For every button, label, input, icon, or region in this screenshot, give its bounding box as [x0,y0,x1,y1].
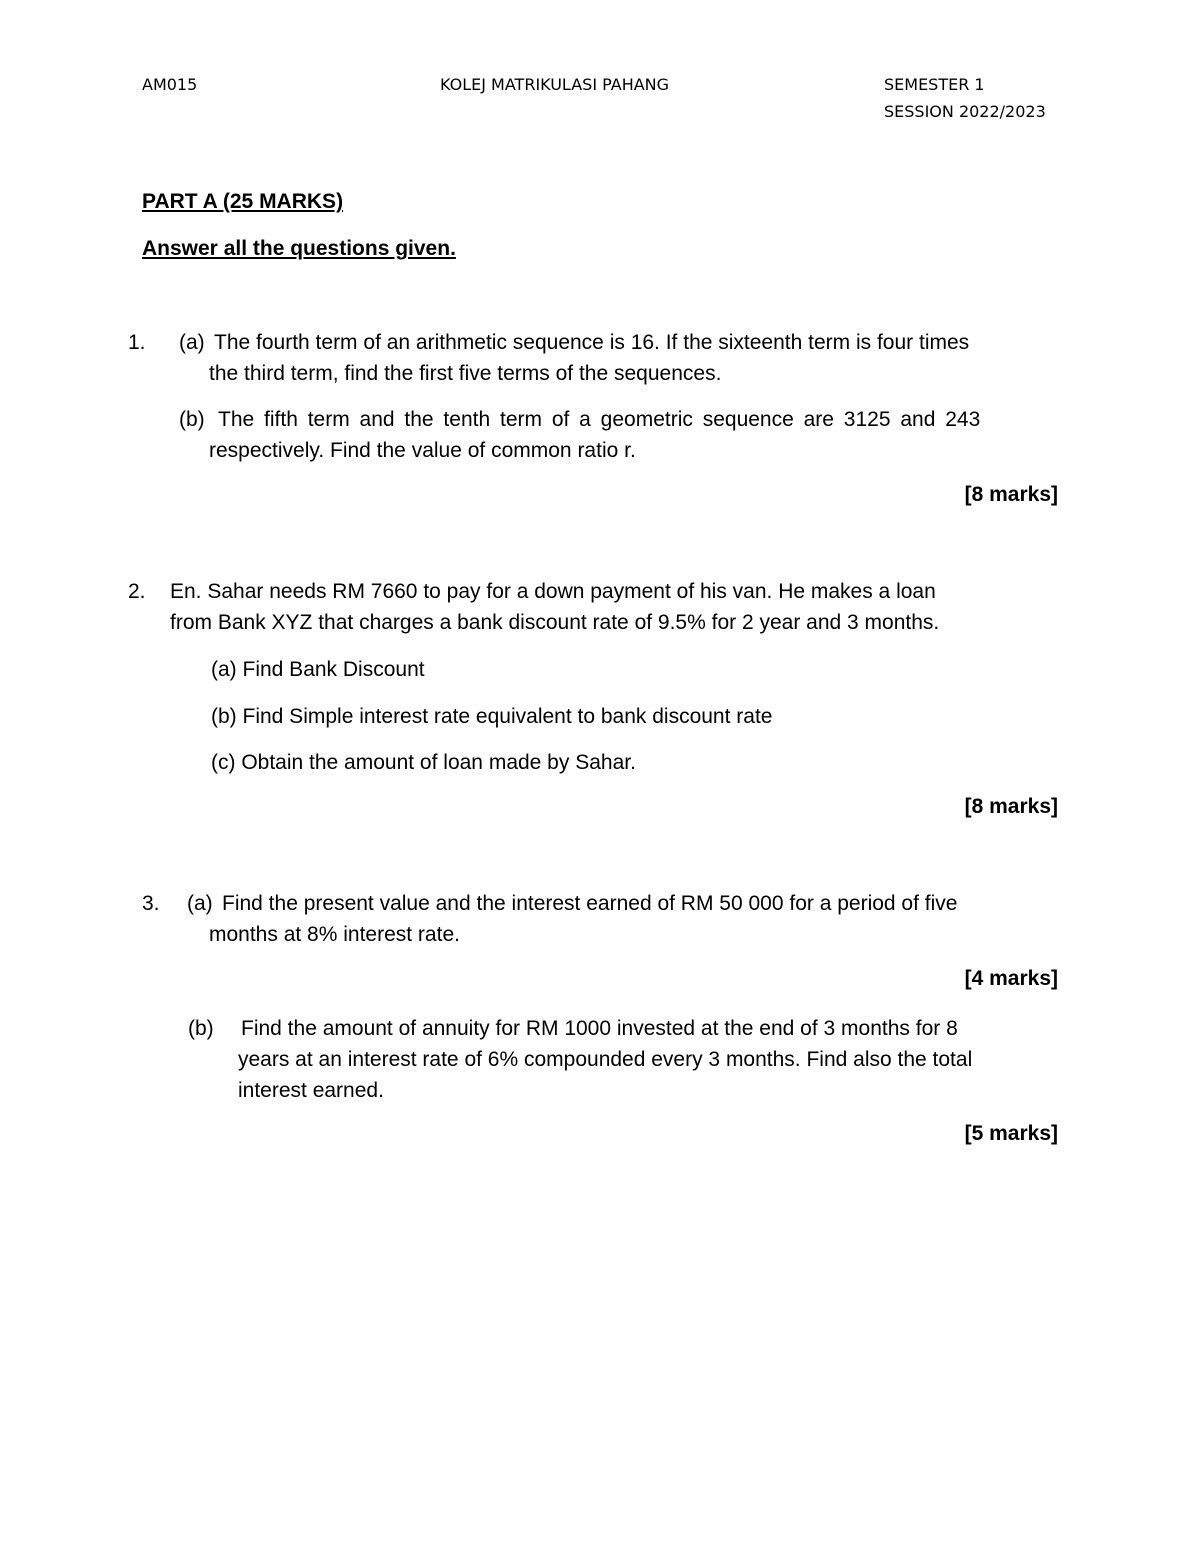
part-b-label: (b) [179,408,205,431]
instruction: Answer all the questions given. [142,237,456,260]
part-a-text-cont: months at 8% interest rate. [209,923,460,946]
part-title: PART A (25 MARKS) [142,190,344,213]
part-b-label: (b) [188,1017,214,1040]
part-b-text: (b) Find Simple interest rate equivalent to bank discount rate [211,705,773,728]
part-b-text-cont: years at an interest rate of 6% compounded every 3 months. Find also the total [238,1048,973,1071]
part-a-label: (a) [187,892,213,915]
marks-label: [4 marks] [964,967,1058,990]
part-b-text-cont: interest earned. [238,1079,384,1102]
question-number: 3. [142,892,160,915]
part-b-text-cont: respectively. Find the value of common ratio r. [209,439,636,462]
part-a-text-cont: the third term, find the first five terms of the sequences. [209,362,722,385]
part-b-text: Find the amount of annuity for RM 1000 invested at the end of 3 months for 8 [241,1017,958,1040]
session-label: SESSION 2022/2023 [884,102,1046,121]
marks-label: [8 marks] [964,795,1058,818]
part-b-text: The fifth term and the tenth term of a geometric sequence are 3125 and 243 [218,408,981,431]
college-name: KOLEJ MATRIKULASI PAHANG [440,75,670,94]
semester-label: SEMESTER 1 [884,75,985,94]
question-number: 1. [128,331,146,354]
part-a-text: Find the present value and the interest earned of RM 50 000 for a period of five [222,892,958,915]
part-a-label: (a) [179,331,205,354]
marks-label: [5 marks] [964,1122,1058,1145]
question-intro: En. Sahar needs RM 7660 to pay for a down payment of his van. He makes a loan [170,580,936,603]
course-code: AM015 [142,75,198,94]
part-c-text: (c) Obtain the amount of loan made by Sahar. [211,751,636,774]
question-number: 2. [128,580,146,603]
part-a-text: The fourth term of an arithmetic sequence is 16. If the sixteenth term is four times [214,331,970,354]
question-intro-cont: from Bank XYZ that charges a bank discount rate of 9.5% for 2 year and 3 months. [170,611,940,634]
marks-label: [8 marks] [964,483,1058,506]
part-a-text: (a) Find Bank Discount [211,658,425,681]
